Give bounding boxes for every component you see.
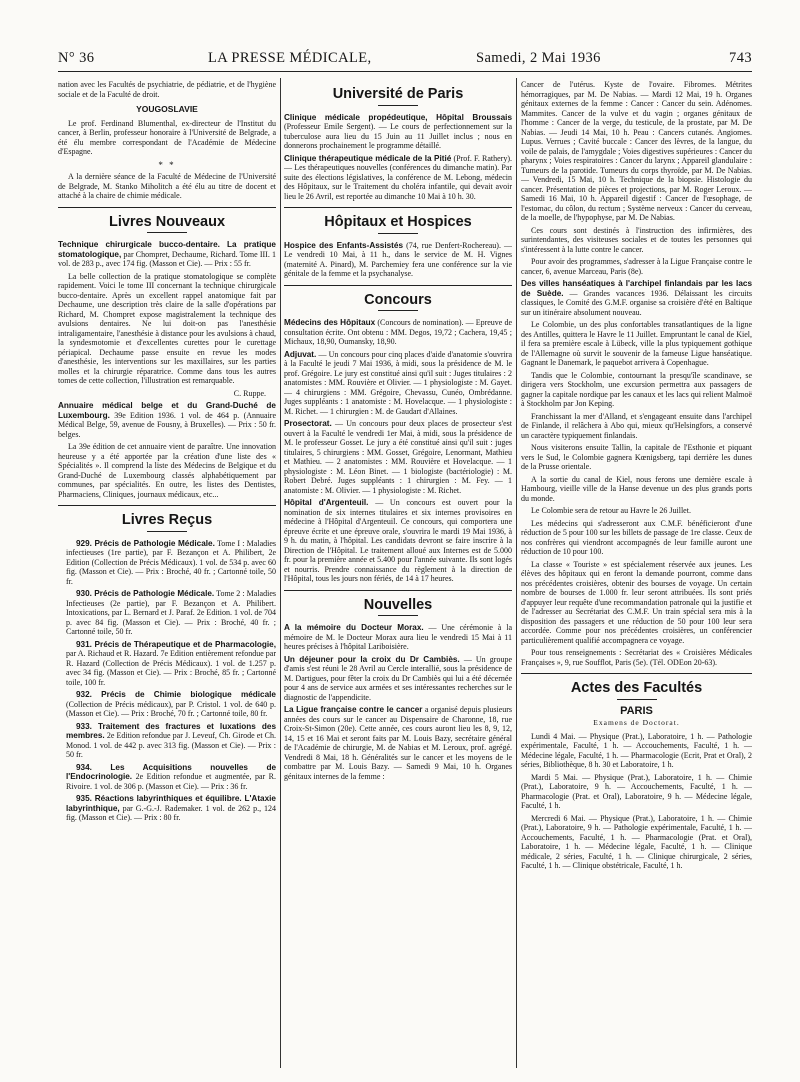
received-book-details: (Collection de Précis médicaux), par P. Cristol. 1 vol. de 640 p. (Masson et Cie). — Prix : Broché, 70 fr. ; Cartonné toile, 80 fr. [66, 699, 276, 718]
paragraph: A la dernière séance de la Faculté de Médecine de l'Université de Belgrade, M. Stanko Miholitch a été élu au titre de docent et attaché à la chaire de chimie médicale. [58, 172, 276, 200]
notice [284, 154, 512, 202]
received-book-title: 930. Précis de Pathologie Médicale. [76, 589, 215, 598]
column-right [521, 80, 752, 1075]
section-rule [521, 673, 752, 674]
notice-text: — Un groupe d'amis s'est réuni le 28 Avril au Cercle interallié, sous la présidence de M. Dartigues, pour fêter la croix du Dr Cambiès qui lui a été décernée pour 4 ans de service aux armées et ses intéressantes recherches sur le diagnostic de l'appendicite. [284, 654, 512, 702]
notice [284, 655, 512, 703]
notice-text: (74, rue Denfert-Rochereau). — Le vendredi 10 Mai, à 11 h., dans le service de M. H. Vignes (maternité A. Pinard), M. Parchemiey fera une conférence sur la vie génitale de la femme et la psychanalyse. [284, 240, 512, 278]
paragraph: Le prof. Ferdinand Blumenthal, ex-directeur de l'Institut du cancer, à Berlin, professeur honoraire à l'Université de Belgrade, a été élu membre correspondant de l'Académie de Médecine d'Espagne. [58, 118, 276, 156]
yougoslavie-heading: YOUGOSLAVIE [136, 104, 198, 114]
section-title-livres-nouveaux: Livres Nouveaux [108, 213, 226, 230]
received-book [58, 763, 276, 792]
notice-text: — Grandes vacances 1936. Délaissant les circuits classiques, le Comité des G.M.F. organise sa croisière d'été en Baltique sur un itinéraire absolument nouveau. [521, 288, 752, 317]
notice-title: Médecins des Hôpitaux [284, 318, 376, 327]
received-book-title: 935. Réactions labyrinthiques et équilibre. L'Ataxie labyrinthique, [66, 794, 276, 813]
received-book-title: 931. Précis de Thérapeutique et de Pharmacologie, [76, 639, 276, 649]
notice [284, 241, 512, 279]
notice-title: A la mémoire du Docteur Morax. [284, 623, 424, 632]
section-rule [284, 590, 512, 591]
notice-title: Des villes hanséatiques à l'archipel finlandais par les lacs de Suède. [521, 279, 752, 298]
section-rule [58, 207, 276, 208]
paragraph: Ces cours sont destinés à l'instruction des infirmières, des surintendantes, des visiteuses sociales et de toutes les personnes qui s'intéressent à la lutte contre le cancer. [521, 225, 752, 254]
book-review: La belle collection de la pratique stomatologique se complète rapidement. Voici le tome III concernant la technique chirurgicale bucco-dentaire. Après un excellent rappel anatomique fait par Dechaume, une description très claire de la salle d'opérations par Richard, M. Chompret expose magistralement la technique des avulsions dentaires. Ne lui doit-on pas l'anesthésie intraligamentaire, l'anesthésie à distance pour les avulsions à chaud, la syndesmotomie et d'excellentes curettes pour le curettage périapical. Dechaume passe ensuite en revue les modes d'anesthésie, les interventions sur les maxillaires, sur les parties molles et la chirurgie réparatrice. Comme dans tous les autres tomes de cette collection, l'illustration est remarquable. [58, 271, 276, 385]
page-header [58, 50, 752, 70]
section-title-concours: Concours [364, 291, 432, 308]
issue-number: N° 36 [58, 50, 95, 66]
column-left [58, 80, 276, 1075]
notice-title: Clinique thérapeutique médicale de la Pitié [284, 153, 452, 163]
paragraph: Nous visiterons ensuite Tallin, la capitale de l'Esthonie et piquant vers le Sud, le Colombie gagnera Kœnigsberg, tapi derrière les dunes de la Prusse orientale. [521, 443, 752, 471]
notice [284, 498, 512, 584]
column-middle [284, 80, 512, 1075]
received-book [58, 794, 276, 823]
paragraph: La classe « Touriste » est spécialement réservée aux jeunes. Les élèves des hôpitaux qui en feront la demande pourront, comme dans nos précédentes croisières, obtenir des bourses de voyage. Un certain nombre de bourses de 1.000 fr. leur seront attribuées. Ils sont priés d'appuyer leur requête d'une recommandation patronale qui la justifie et de l'adresser au Secrétariat des C.M.F. Un train spécial sera mis à la disposition des passagers et une réduction de 50 pour 100 leur sera accordée. Comme pour nos précédentes croisières, un conférencier particulièrement qualifié accompagnera ce voyage. [521, 559, 752, 645]
section-subtitle-paris: PARIS [620, 704, 653, 717]
received-book-details: Tome 2 : Maladies Infectieuses (2e partie), par F. Bezançon et A. Philibert. Intoxications, par L. Bernard et J. Paraf. 2e Edition. 1 vol. de 704 p. avec 84 fig. (Masson et Cie). — Prix : Broché, 40 fr. ; Cartonné toile, 50 fr. [66, 589, 276, 636]
notice-text: (Prof. F. Rathery). — Les thérapeutiques nouvelles (conférences du dimanche matin). Par suite des élections législatives, la conférence de M. Lebong, médecin des Hôpitaux, sur le Traitement du choléra infantile, qui devait avoir lieu le 26 Avril, est reportée au dimanche 10 Mai à 10 h. 30. [284, 153, 512, 201]
paragraph: Le Colombie sera de retour au Havre le 26 Juillet. [531, 506, 691, 515]
review-signature: C. Ruppe. [233, 388, 266, 398]
received-book [58, 722, 276, 760]
section-dash [147, 531, 187, 532]
book-entry [58, 401, 276, 439]
book-details: par Chompret, Dechaume, Richard. Tome III. 1 vol. de 283 p., avec 174 fig. (Masson et Cie). — Prix : 55 fr. [58, 249, 276, 268]
received-book-details: par A. Richaud et R. Hazard. 7e Edition entièrement refondue par R. Hazard (Collection de Précis Médicaux). 1 vol. de 1.257 p. avec 34 fig. (Masson et Cie). — Prix : Broché, 85 fr. ; Cartonné toile, 100 fr. [66, 649, 276, 687]
received-book-details: 2e Edition refondue et augmentée, par R. Rivoire. 1 vol. de 306 p. (Masson et Cie). — Prix : 36 fr. [66, 772, 276, 791]
section-dash [147, 232, 187, 233]
header-divider [58, 71, 752, 72]
book-review: La 39e édition de cet annuaire vient de paraître. Une innovation heureuse y a été apportée par la création d'une liste des « Spécialités ». Il comprend la liste des Médecins de Belgique et du Grand-Duché de Luxembourg classés alphabétiquement par communes, par spécialités. En outre, les listes des Dentistes, Pharmaciens, Cliniques, journaux médicaux, etc... [58, 442, 276, 499]
column-divider [280, 78, 281, 1068]
notice-title: Hôpital d'Argenteuil. [284, 498, 369, 507]
exam-day: Mardi 5 Mai. — Physique (Prat.), Laboratoire, 1 h. — Chimie (Prat.), Laboratoire, 9 h. — Accouchements, Faculté, 1 h. — Pharmacologie (Prat. et Oral), Laboratoire, 9 h. — Médecine légale, Faculté, 1 h. [521, 772, 752, 810]
continued-text: Cancer de l'utérus. Kyste de l'ovaire. Fibromes. Métrites hémorragiques, par M. De Nabias. — Mardi 12 Mai, 19 h. Organes génitaux externes de la femme : Cancer : Cancer du sein. Adénomes. Mammites. Cancer de la vulve et du vagin ; organes génitaux de l'homme : Cancer de la verge, du testicule, de la prostate, par M. De Nabias. — Jeudi 14 Mai, 10 h. Peau : Cancers cutanés. Angiomes. Lupus. Verrues ; Cavité buccale : Cancer des lèvres, de la langue, du voile de palais, de l'amygdale ; Voies digestives supérieures : Cancer du pharynx ; Voies respiratoires : Cancer du larynx ; Appareil glandulaire : Tumeurs de la parotide. Tumeurs du corps thyroïde, par M. De Nabias. — Vendredi, 15 Mai, 10 h. Technique de la biopsie. Histologie du cancer. Présentation de pièces et projections, par M. Roger Leroux. — Samedi 16 Mai, 10 h. Appareil digestif : Cancer de l'œsophage, de l'estomac, du côlon, du rectum ; Système nerveux : Cancer du cerveau, de la moelle, de l'hypophyse, par M. De Nabias. [521, 80, 752, 222]
received-book [58, 589, 276, 637]
notice-title: Hospice des Enfants-Assistés [284, 240, 404, 250]
notice-text: — Une cérémonie à la mémoire de M. le Docteur Morax aura lieu le vendredi 15 Mai à 11 heures précises à l'hôpital Lariboisière. [284, 623, 512, 651]
section-title-nouvelles: Nouvelles [363, 596, 433, 613]
paragraph: Le Colombie, un des plus confortables transatlantiques de la ligne des Antilles, quittera le Havre le 11 Juillet. Empruntant le canal de Kiel, il fera sa première escale à Lübeck, ville la plus typiquement gothique de l'Allemagne où survit le souvenir de la fameuse Ligue hanséatique. Gagnant le Danemark, le paquebot arrivera à Copenhague. [521, 320, 752, 367]
section-title-livres-recus: Livres Reçus [121, 512, 213, 528]
journal-title: LA PRESSE MÉDICALE, [208, 50, 372, 66]
book-title: Annuaire médical belge et du Grand-Duché de Luxembourg. [58, 401, 276, 420]
notice-text: (Concours de nomination). — Epreuve de consultation écrite. Ont obtenu : MM. Degos, 19,72 ; Cachera, 19,45 ; Michaux, 18,90, Oumansky, 18,90. [284, 318, 512, 346]
notice-title: La Ligue française contre le cancer [284, 705, 423, 714]
book-title: Technique chirurgicale bucco-dentaire. La pratique stomatologique, [58, 240, 276, 259]
section-subtitle-examens: Examens de Doctorat. [593, 718, 680, 727]
paragraph: A la sortie du canal de Kiel, nous ferons une dernière escale à Hambourg, vieille ville de la Hanse devenue un des plus grands ports du monde. [521, 474, 752, 503]
section-dash [378, 310, 418, 311]
notice-text: a organisé depuis plusieurs années des cours sur le cancer au Dispensaire de Charonne, 18, rue Croix-St-Simon (20e). Cette année, ces cours auront lieu les 8, 9, 12, 14, 15 et 16 Mai et seront faits par M. Louis Bazy, secrétaire général de l'Académie de chirurgie, M. de Nabias et M. Leroux, prof. agrégé. Vendredi 8 Mai, 18 h. Généralités sur le cancer et les moyens de le combattre par M. Louis Bazy. — Samedi 9 Mai, 10 h. Organes génitaux internes de la femme : [284, 705, 512, 781]
notice-title: Un déjeuner pour la croix du Dr Cambiès. [284, 654, 460, 664]
section-rule [58, 505, 276, 506]
received-book-title: 933. Traitement des fractures et luxations des membres. [66, 721, 276, 740]
issue-date: Samedi, 2 Mai 1936 [476, 50, 601, 66]
received-book-title: 934. Les Acquisitions nouvelles de l'Endocrinologie. [66, 762, 276, 781]
section-dash [378, 105, 418, 106]
column-divider [516, 78, 517, 1068]
exam-day: Lundi 4 Mai. — Physique (Prat.), Laboratoire, 1 h. — Pathologie expérimentale, Faculté, 1 h. — Accouchements, Faculté, 1 h. — Médecine légale, Faculté, 1 h. — Pharmacologie (Ecrit, Prat et Oral), 2 séries, Bibliothèque, 8 h. 30 et Laboratoire, 1 h. [521, 731, 752, 769]
notice [284, 318, 512, 347]
section-dash [378, 615, 418, 616]
received-book-details: Tome I : Maladies infectieuses (1re partie), par F. Bezançon et A. Philibert, 2e Edition (Collection de Précis Médicaux). 1 vol. de 534 p. avec 60 fig. (Masson et Cie). — Prix : Broché, 40 fr. ; Cartonné toile, 50 fr. [66, 538, 276, 586]
notice-text: (Professeur Emile Sergent). — Le cours de perfectionnement sur la tuberculose aura lieu du 15 Juin au 11 Juillet inclus ; nous en donnerons prochainement le programme détaillé. [284, 122, 512, 150]
separator-stars: * * [158, 159, 176, 170]
notice [284, 623, 512, 652]
page-number: 743 [729, 50, 752, 66]
intro-paragraph: nation avec les Facultés de psychiatrie, de pédiatrie, et de l'hygiène sociale et de la Faculté de droit. [58, 80, 276, 99]
notice-text: — Un concours pour cinq places d'aide d'anatomie s'ouvrira à la Faculté le jeudi 7 Mai 1936, à midi, sous la présidence de M. le prof. Grégoire. Le jury est constitué ainsi qu'il suit : Juges titulaires : 2 anatomistes : MM. Rouvière et Olivier. — 1 physiologiste : M. Gayet. — 4 chirurgiens : MM. Grégoire, Chevassu, Cunéo, Ombrédanne. Juges suppléants : 1 anatomiste : M. Hovelacque. — 1 physiologiste : M. Richet. — 1 chirurgien : M. de Gaudart d'Allaines. [284, 349, 512, 416]
paragraph: Tandis que le Colombie, contournant la presqu'île scandinave, se dirigera vers Stockholm, une excursion permettra aux passagers de gagner la capitale nordique par les canaux et les lacs qui relient Malmoë à Stockholm par Jon Keping. [521, 370, 752, 408]
paragraph: Franchissant la mer d'Alland, et s'engageant ensuite dans l'archipel de Finlande, il relâchera à Abo qui, mieux qu'Helsingfors, a conservé un caractère typiquement finlandais. [521, 411, 752, 440]
section-title-hopitaux: Hôpitaux et Hospices [324, 214, 472, 230]
notice [284, 705, 512, 781]
notice [284, 419, 512, 495]
received-book-title: 932. Précis de Chimie biologique médicale [76, 690, 276, 699]
section-dash [617, 699, 657, 700]
notice-text: — Un concours pour deux places de prosecteur s'est ouvert à la Faculté le vendredi 1er Mai, à midi, sous la présidence de M. le professeur Gosset. Le jury a été constitué ainsi qu'il suit : juges titulaires, 5 chirurgiens : MM. Gosset, Grégoire, Lenormant, Mathieu et Mathieu. — 2 anatomistes : MM. Rouvière et Hovelacque. — 1 physiologiste : M. Léon Binet. — 1 biologiste (bactériologie) : M. Robert Debré. Juges suppléants : 1 chirurgien : M. Fey. — 1 anatomiste : M. Olivier. — 1 physiologiste : M. Richet. [284, 419, 512, 495]
received-book [58, 640, 276, 688]
notice-text: — Un concours est ouvert pour la nomination de six internes titulaires et six internes provisoires en médecine à l'Hôpital d'Argenteuil. Ce concours, qui comportera une épreuve écrite et une épreuve orale, s'ouvrira le mardi 19 Mai 1936, à 9 h. du matin, à l'hôpital. Les candidats devront se faire inscrire à la Direction de l'Hôpital. Le traitement alloué aux Internes est de 5.000 fr. pour la première année et 5.400 pour l'année suivante. Ils sont logés et nourris. Prendre connaissance du règlement à la direction de l'Hôpital, tous les jours non fériés, de 14 à 17 heures. [284, 498, 512, 583]
received-book-details: 2e Edition refondue par J. Leveuf, Ch. Girode et Ch. Monod. 1 vol. de 442 p. avec 313 fig. (Masson et Cie). — Prix : 50 fr. [66, 731, 276, 759]
paragraph: Pour avoir des programmes, s'adresser à la Ligue Française contre le cancer, 6, avenue Marceau, Paris (8e). [521, 257, 752, 276]
book-details: 39e Edition 1936. 1 vol. de 464 p. (Annuaire Médical Belge, 59, avenue de Fousny, à Bruxelles). — Prix : 50 fr. belges. [58, 410, 276, 439]
received-book-details: par G.-G.-J. Rademaker. 1 vol. de 262 p., 124 fig. (Masson et Cie). — Prix : 80 fr. [66, 803, 276, 822]
received-book-title: 929. Précis de Pathologie Médicale. [76, 538, 215, 548]
notice [284, 113, 512, 151]
notice [521, 279, 752, 317]
section-rule [284, 207, 512, 208]
section-rule [284, 285, 512, 286]
received-book [58, 539, 276, 587]
notice-title: Prosectorat. [284, 419, 332, 428]
received-book [58, 690, 276, 719]
section-dash [378, 233, 418, 234]
paragraph: Les médecins qui s'adresseront aux C.M.F. bénéficieront d'une réduction de 5 pour 100 sur les billets de passage de 1re classe. Ceux de nos confrères qui viendront accompagnés de leur famille auront une réduction de 10 pour 100. [521, 518, 752, 556]
section-title-actes: Actes des Facultés [570, 680, 703, 696]
notice [284, 350, 512, 417]
book-entry [58, 240, 276, 269]
notice-title: Clinique médicale propédeutique, Hôpital Broussais [284, 112, 512, 122]
exam-day: Mercredi 6 Mai. — Physique (Prat.), Laboratoire, 1 h. — Chimie (Prat.), Laboratoire, 9 h. — Pathologie expérimentale, Faculté, 1 h. — Accouchements, Faculté, 1 h. — Pharmacologie (Prat. et Oral), Laboratoire, 1 h. — Médecine légale, Faculté, 1 h. — Clinique médicale, 2 séries, Faculté, 1 h. — Clinique chirurgicale, 2 séries, Faculté, 1 h. — Clinique obstétricale, Faculté, 1 h. [521, 813, 752, 870]
notice-title: Adjuvat. [284, 349, 317, 359]
section-title-universite: Université de Paris [332, 86, 464, 102]
paragraph: Pour tous renseignements : Secrétariat des « Croisières Médicales Françaises », 9, rue Soufflot, Paris (5e). (Tél. ODEon 20-63). [521, 648, 752, 667]
